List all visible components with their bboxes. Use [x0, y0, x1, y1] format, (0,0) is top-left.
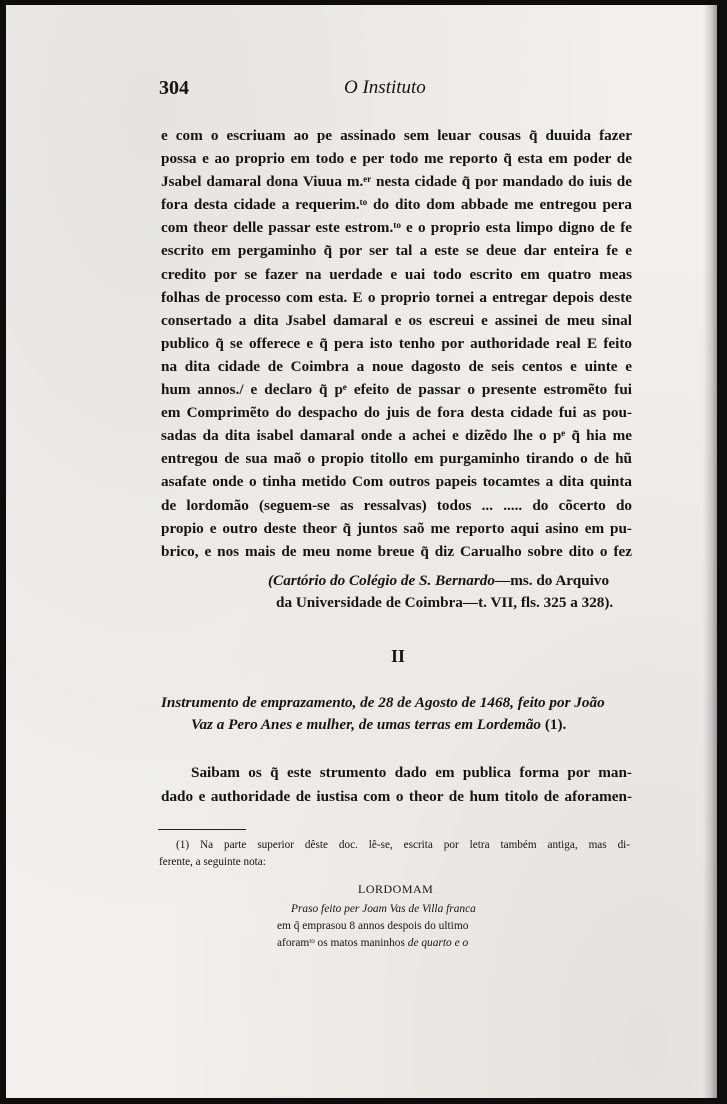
- quote-line-3: [277, 935, 547, 952]
- body-line: fora desta cidade a requerim.ᵗᵒ do dito dom abbade me entregou pera: [161, 196, 632, 214]
- quote-line-3-a: aforamᵗᵒ os matos maninhos: [277, 937, 405, 949]
- section-numeral: II: [391, 646, 406, 666]
- paragraph-line: Saibam os q̃ este strumento dado em publica forma por man-: [191, 764, 632, 781]
- body-line: escrito em pergaminho q̃ por ser tal a este se deue dar enteira fe e: [161, 242, 632, 260]
- body-line: de lordomão (seguem-se as ressalvas) todos ... ..... do cõcerto do: [161, 496, 632, 514]
- footnote-line-2: ferente, a seguinte nota:: [159, 856, 266, 868]
- body-line: consertado a dita Jsabel damaral e os escreui e assinei de meu sinal: [161, 311, 632, 329]
- body-line: asafate onde o tinha metido Com outros papeis tocamtes a dita quinta: [161, 473, 632, 491]
- document-heading: [161, 692, 639, 736]
- footnote-ref: (1).: [544, 716, 567, 733]
- quote-line-1: Praso feito per Joam Vas de Villa franca: [291, 903, 476, 915]
- body-line: e com o escriuam ao pe assinado sem leuar cousas q̃ duuida fazer: [161, 127, 632, 144]
- body-line: Jsabel damaral dona Viuua m.ᵉʳ nesta cidade q̃ por mandado do iuis de: [161, 173, 632, 191]
- citation-line-2: da Universidade de Coimbra—t. VII, fls. 325 a 328).: [276, 594, 614, 611]
- footnote-line-1: (1) Na parte superior dêste doc. lê-se, escrita por letra também antiga, mas di-: [176, 839, 630, 851]
- book-page: [6, 5, 717, 1098]
- body-line: credito por se fazer na uerdade e uai todo escrito em quatro meas: [161, 265, 632, 283]
- heading-line-2: [161, 714, 639, 736]
- quote-line-3-b: de quarto e o: [407, 937, 469, 949]
- body-line: na dita cidade de Coimbra a noue dagosto de seis centos e uinte e: [161, 357, 632, 375]
- body-line: hum annos./ e declaro q̃ pᵉ efeito de passar o presente estromẽto fui: [161, 381, 632, 399]
- citation-archive: —ms. do Arquivo: [495, 572, 610, 589]
- body-line: entregou de sua maõ o propio titollo em purgaminho tirando o de hũ: [161, 450, 632, 468]
- body-line: possa e ao proprio em todo e per todo me reporto q̃ esta em poder de: [161, 150, 632, 168]
- quote-line-2: em q̃ emprasou 8 annos despois do ultimo: [277, 920, 469, 932]
- heading-line-2-text: Vaz a Pero Anes e mulher, de umas terras em Lordemão: [191, 716, 542, 733]
- body-line: brico, e nos mais de meu nome breue q̃ diz Carualho sobre dito o fez: [161, 542, 632, 560]
- paragraph-line: dado e authoridade de iustisa com o theor de hum titolo de aforamen-: [161, 788, 632, 805]
- citation-line-1: [268, 570, 628, 592]
- body-line: em Comprimẽto do despacho do juis de fora desta cidade fui as pou-: [161, 404, 632, 422]
- footnote: [159, 837, 630, 871]
- footnote-heading: LORDOMAM: [358, 882, 434, 896]
- page-header: [156, 77, 636, 103]
- running-title: O Instituto: [344, 77, 426, 98]
- body-line: propio e outro deste theor q̃ juntos saõ me reporto aqui asino em pu-: [161, 519, 632, 537]
- body-line: publico q̃ se offerece e q̃ pera isto tenho por authoridade real E feito: [161, 334, 632, 352]
- body-paragraph: [161, 124, 632, 563]
- document-paragraph: [161, 761, 632, 809]
- citation-source: (Cartório do Colégio de S. Bernardo: [268, 572, 495, 589]
- archive-citation: [268, 570, 628, 614]
- footnote-rule: [158, 829, 246, 830]
- heading-line-1: Instrumento de emprazamento, de 28 de Agosto de 1468, feito por João: [161, 694, 605, 711]
- body-line: sadas da dita isabel damaral onde a achei e dizẽdo lhe o pᵉ q̃ hia me: [161, 427, 632, 445]
- page-number: 304: [159, 77, 189, 99]
- page-edge-shadow: [703, 5, 717, 1098]
- footnote-quote: [277, 901, 547, 952]
- body-line: folhas de processo com esta. E o proprio tornei a entregar depois deste: [161, 288, 632, 306]
- body-line: com theor delle passar este estrom.ᵗᵒ e o proprio esta limpo digno de fe: [161, 219, 632, 237]
